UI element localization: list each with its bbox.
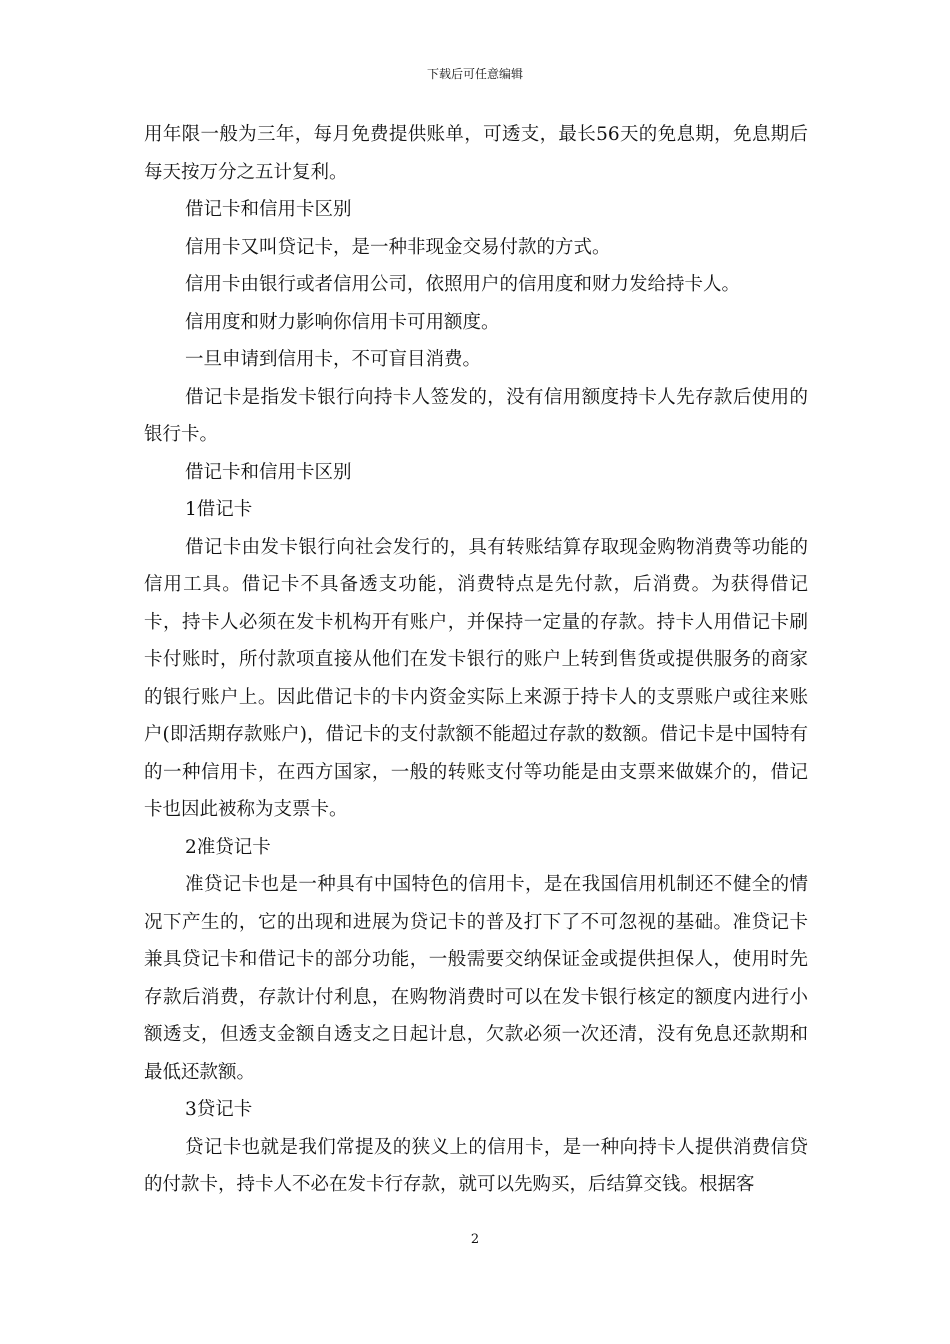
paragraph-credit-card: 贷记卡也就是我们常提及的狭义上的信用卡，是一种向持卡人提供消费信贷的付款卡，持卡人不必在发卡行存款，就可以先购买，后结算交钱。根据客 (144, 1136, 808, 1195)
page-number: 2 (470, 1232, 480, 1247)
subsection-heading-credit-card: 3贷记卡 (185, 1099, 253, 1120)
document-body (144, 116, 808, 1204)
paragraph-continuation: 用年限一般为三年，每月免费提供账单，可透支，最长56天的免息期，免息期后每天按万分之五计复利。 (144, 124, 808, 183)
paragraph-quasi-credit-card: 准贷记卡也是一种具有中国特色的信用卡，是在我国信用机制还不健全的情况下产生的，它的出现和进展为贷记卡的普及打下了不可忽视的基础。准贷记卡兼具贷记卡和借记卡的部分功能，一般需要交纳保证金或提供担保人，使用时先存款后消费，存款计付利息，在购物消费时可以在发卡银行核定的额度内进行小额透支，但透支金额自透支之日起计息，欠款必须一次还清，没有免息还款期和最低还款额。 (144, 874, 808, 1083)
paragraph: 一旦申请到信用卡，不可盲目消费。 (185, 349, 482, 370)
paragraph: 信用卡又叫贷记卡，是一种非现金交易付款的方式。 (185, 236, 611, 258)
page-header: 下载后可任意编辑 (426, 67, 523, 81)
subsection-heading-debit-card: 1借记卡 (185, 499, 253, 520)
paragraph: 信用度和财力影响你信用卡可用额度。 (185, 311, 500, 333)
paragraph: 借记卡是指发卡银行向持卡人签发的，没有信用额度持卡人先存款后使用的银行卡。 (144, 386, 808, 445)
section-heading: 借记卡和信用卡区别 (185, 461, 352, 483)
paragraph: 信用卡由银行或者信用公司，依照用户的信用度和财力发给持卡人。 (185, 274, 741, 295)
section-heading: 借记卡和信用卡区别 (185, 199, 352, 220)
paragraph-debit-card: 借记卡由发卡银行向社会发行的，具有转账结算存取现金购物消费等功能的信用工具。借记卡不具备透支功能，消费特点是先付款，后消费。为获得借记卡，持卡人必须在发卡机构开有账户，并保持一定量的存款。持卡人用借记卡刷卡付账时，所付款项直接从他们在发卡银行的账户上转到售货或提供服务的商家的银行账户上。因此借记卡的卡内资金实际上来源于持卡人的支票账户或往来账户(即活期存款账户)，借记卡的支付款额不能超过存款的数额。借记卡是中国特有的一种信用卡，在西方国家，一般的转账支付等功能是由支票来做媒介的，借记卡也因此被称为支票卡。 (144, 536, 808, 820)
subsection-heading-quasi-credit-card: 2准贷记卡 (185, 836, 271, 858)
